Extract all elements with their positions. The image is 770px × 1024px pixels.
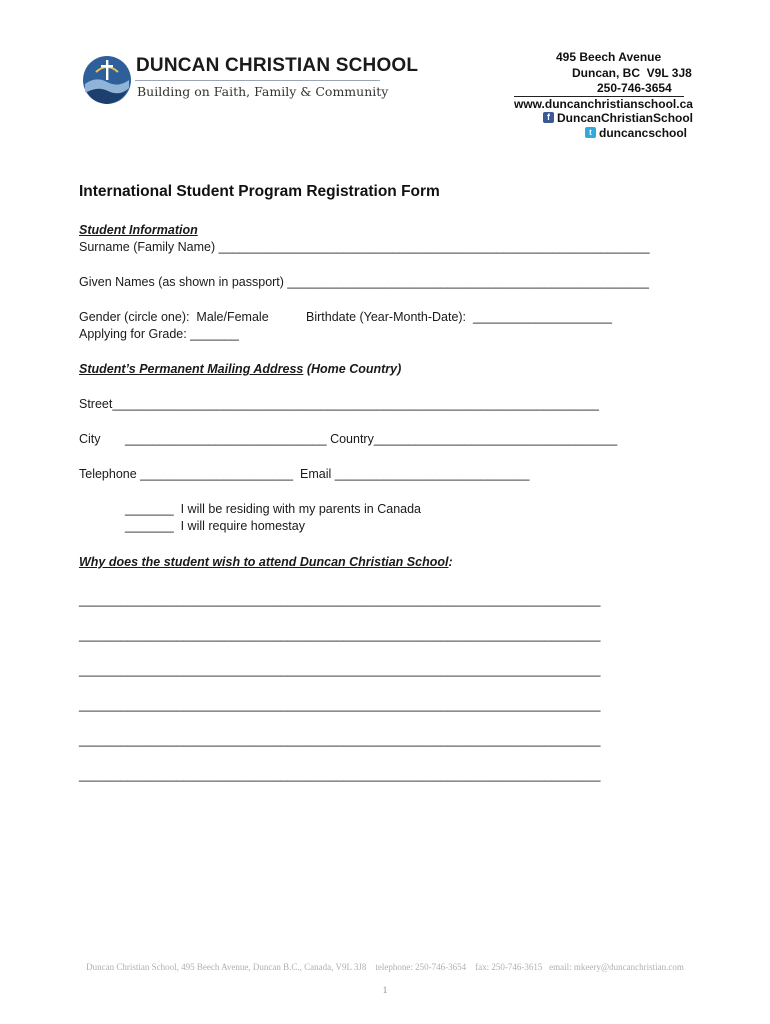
form-title: International Student Program Registration Form bbox=[79, 183, 440, 200]
why-attend-colon: : bbox=[448, 555, 453, 569]
given-names-field[interactable]: Given Names (as shown in passport) ____________________________________________________ bbox=[79, 275, 649, 289]
student-info-heading: Student Information bbox=[79, 223, 198, 237]
residing-with-parents-option[interactable]: _______ I will be residing with my parents in Canada bbox=[125, 502, 422, 516]
school-name: DUNCAN CHRISTIAN SCHOOL bbox=[136, 55, 419, 76]
facebook-link[interactable]: DuncanChristianSchool bbox=[557, 111, 694, 125]
address-line-1: 495 Beech Avenue bbox=[556, 50, 662, 64]
school-crest-icon bbox=[82, 54, 132, 106]
why-attend-heading bbox=[79, 555, 453, 569]
twitter-link[interactable]: duncancschool bbox=[599, 126, 688, 140]
twitter-icon: t bbox=[585, 127, 596, 138]
mailing-address-heading bbox=[79, 362, 401, 376]
mailing-heading-main: Student’s Permanent Mailing Address bbox=[79, 362, 304, 376]
city-country-field[interactable]: _____________________________ Country___________________________________ bbox=[125, 432, 618, 446]
website-link[interactable]: www.duncanchristianschool.ca bbox=[514, 97, 693, 111]
grade-field[interactable]: Applying for Grade: _______ bbox=[79, 327, 239, 341]
page-footer: Duncan Christian School, 495 Beech Avenue, Duncan B.C., Canada, V9L 3J8 telephone: 250-746-3654 fax: 250-746-3615 email: mkeery@duncanchristian.com bbox=[86, 962, 684, 972]
why-attend-heading-text: Why does the student wish to attend Duncan Christian School bbox=[79, 555, 449, 569]
city-label: City bbox=[79, 432, 101, 446]
street-field[interactable]: Street______________________________________________________________________ bbox=[79, 397, 599, 411]
page-number: 1 bbox=[382, 985, 388, 995]
header-divider bbox=[135, 80, 380, 81]
address-line-2: Duncan, BC V9L 3J8 bbox=[572, 66, 692, 80]
birthdate-field[interactable]: Birthdate (Year-Month-Date): ____________________ bbox=[306, 310, 613, 324]
why-attend-line[interactable]: ___________________________________________________________________________ bbox=[79, 733, 601, 747]
school-tagline: Building on Faith, Family & Community bbox=[137, 84, 389, 99]
facebook-icon: f bbox=[543, 112, 554, 123]
why-attend-line[interactable]: ___________________________________________________________________________ bbox=[79, 698, 601, 712]
surname-field[interactable]: Surname (Family Name) ______________________________________________________________ bbox=[79, 240, 650, 254]
why-attend-line[interactable]: ___________________________________________________________________________ bbox=[79, 663, 601, 677]
why-attend-line[interactable]: ___________________________________________________________________________ bbox=[79, 628, 601, 642]
why-attend-line[interactable]: ___________________________________________________________________________ bbox=[79, 593, 601, 607]
phone-number: 250-746-3654 bbox=[597, 81, 672, 95]
homestay-option[interactable]: _______ I will require homestay bbox=[125, 519, 305, 533]
telephone-email-field[interactable]: Telephone ______________________ Email ____________________________ bbox=[79, 467, 530, 481]
gender-field[interactable]: Gender (circle one): Male/Female bbox=[79, 310, 269, 324]
why-attend-line[interactable]: ___________________________________________________________________________ bbox=[79, 768, 601, 782]
mailing-heading-suffix: (Home Country) bbox=[306, 362, 402, 376]
